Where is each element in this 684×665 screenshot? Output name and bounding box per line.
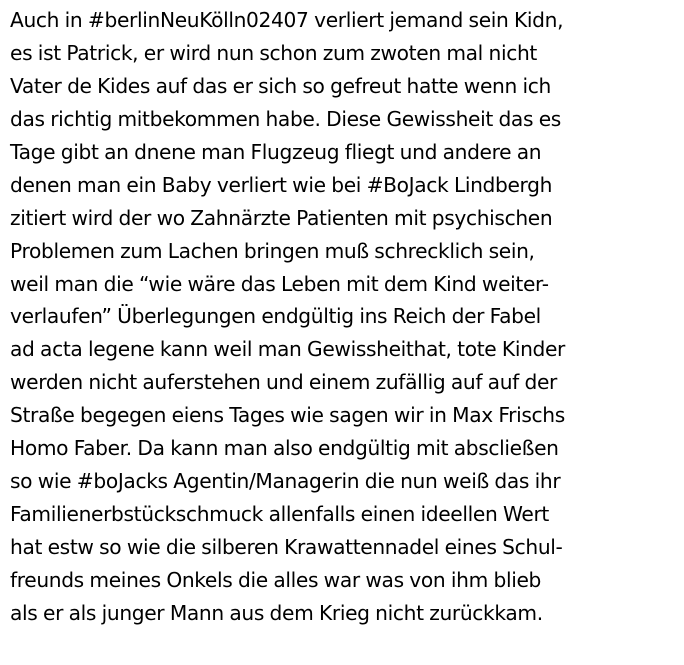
text-line: Vater de Kides auf das er sich so gefreut hatte wenn ich (10, 73, 551, 98)
text-line: Straße begegen eiens Tages wie sagen wir in Max Frischs (10, 403, 565, 428)
text-line: Tage gibt an dnene man Flugzeug fliegt und andere an (10, 139, 542, 164)
text-line: weil man die “wie wäre das Leben mit dem Kind weiter- (10, 271, 549, 296)
text-line: Familienerbstückschmuck allenfalls einen ideellen Wert (10, 502, 549, 527)
text-line: freunds meines Onkels die alles war was von ihm blieb (10, 567, 542, 592)
text-line: werden nicht auferstehen und einem zufällig auf auf der (10, 370, 557, 395)
text-line: ad acta legene kann weil man Gewissheithat, tote Kinder (10, 337, 566, 362)
text-line: so wie #boJacks Agentin/Managerin die nun weiß das ihr (10, 469, 561, 494)
text-line: es ist Patrick, er wird nun schon zum zwoten mal nicht (10, 40, 537, 65)
body-text (10, 4, 678, 630)
text-line: hat estw so wie die silberen Krawattennadel eines Schul- (10, 535, 563, 559)
text-line: verlaufen” Überlegungen endgültig ins Reich der Fabel (10, 304, 541, 329)
text-line: denen man ein Baby verliert wie bei #BoJack Lindbergh (10, 172, 553, 197)
text-line: Homo Faber. Da kann man also endgültig mit abscließen (10, 436, 559, 461)
text-line: zitiert wird der wo Zahnärzte Patienten mit psychischen (10, 205, 553, 230)
text-line: Auch in #berlinNeuKölln02407 verliert jemand sein Kidn, (10, 8, 564, 32)
text-line: das richtig mitbekommen habe. Diese Gewissheit das es (10, 106, 561, 131)
text-line: als er als junger Mann aus dem Krieg nicht zurückkam. (10, 600, 543, 625)
text-line: Problemen zum Lachen bringen muß schrecklich sein, (10, 238, 535, 263)
